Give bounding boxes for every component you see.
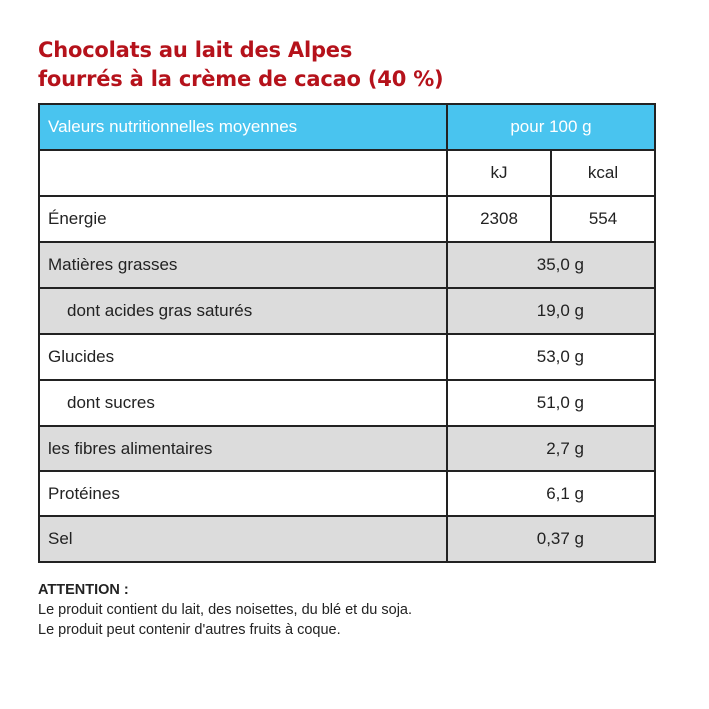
nutrition-table	[38, 103, 656, 563]
nutrient-label: Sel	[40, 517, 448, 561]
table-row	[40, 335, 654, 381]
energy-row	[40, 197, 654, 243]
table-row	[40, 243, 654, 289]
product-title	[38, 36, 678, 94]
energy-label: Énergie	[40, 197, 448, 241]
nutrient-value: 6,1 g	[546, 483, 584, 503]
table-row	[40, 517, 654, 561]
header-per: pour 100 g	[510, 117, 592, 136]
nutrient-value: 51,0 g	[536, 393, 584, 412]
product-title-line-1: Chocolats au lait des Alpes	[38, 38, 353, 62]
nutrient-label: Glucides	[40, 335, 448, 379]
header-label: Valeurs nutritionnelles moyennes	[40, 105, 448, 149]
nutrient-label: Protéines	[40, 472, 448, 515]
nutrient-value: 2,7 g	[448, 427, 654, 470]
energy-kcal: 554	[588, 209, 618, 228]
product-title-line-2: fourrés à la crème de cacao (40 %)	[38, 67, 444, 91]
energy-kj: 2308	[448, 197, 552, 241]
nutrient-label: dont acides gras saturés	[40, 289, 448, 333]
allergen-notice-line-2: Le produit peut contenir d'autres fruits à coque.	[38, 622, 341, 638]
allergen-notice	[38, 580, 678, 640]
nutrient-value: 53,0 g	[536, 347, 584, 366]
unit-kj: kJ	[448, 151, 552, 195]
table-row	[40, 289, 654, 335]
nutrient-label: dont sucres	[40, 381, 448, 425]
nutrient-label: les fibres alimentaires	[40, 427, 448, 470]
units-row	[40, 151, 654, 197]
nutrient-value: 35,0 g	[448, 243, 654, 287]
unit-kcal: kcal	[587, 163, 619, 182]
table-row	[40, 427, 654, 472]
table-row	[40, 381, 654, 427]
allergen-notice-title: ATTENTION :	[38, 582, 129, 598]
units-label-empty	[40, 151, 448, 195]
nutrient-value: 0,37 g	[448, 517, 654, 561]
table-header-row	[40, 105, 654, 151]
table-row	[40, 472, 654, 517]
nutrient-value: 19,0 g	[448, 289, 654, 333]
nutrient-label: Matières grasses	[40, 243, 448, 287]
allergen-notice-line-1: Le produit contient du lait, des noisettes, du blé et du soja.	[38, 602, 413, 618]
